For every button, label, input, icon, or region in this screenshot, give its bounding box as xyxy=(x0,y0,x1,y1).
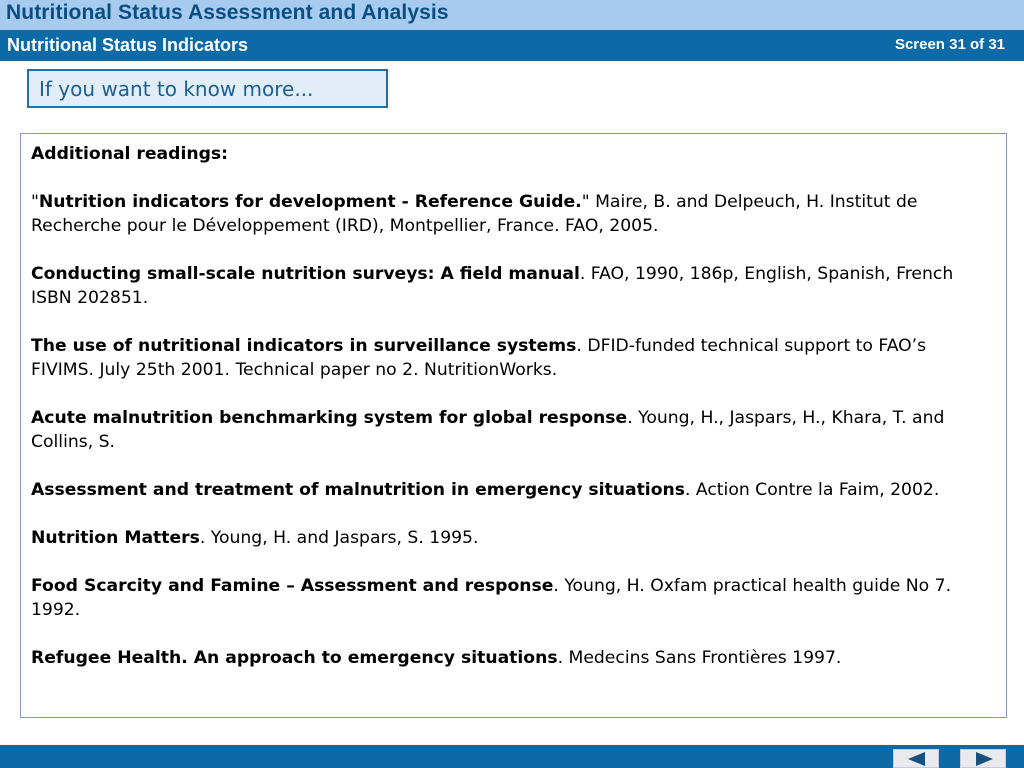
course-title: Nutritional Status Assessment and Analysis xyxy=(6,1,449,24)
reading-details: " Maire, B. and Delpeuch, H. Institut de Recherche pour le Développement (IRD), Montpellier, France. FAO, 2005. xyxy=(31,192,918,236)
readings-panel xyxy=(20,133,1007,718)
screen-counter: Screen 31 of 31 xyxy=(894,36,1005,53)
course-header-bar xyxy=(0,0,1024,30)
reading-item xyxy=(31,334,986,382)
reading-title: Food Scarcity and Famine – Assessment and response xyxy=(31,576,554,596)
reading-details: . DFID-funded technical support to FAO’s FIVIMS. July 25th 2001. Technical paper no 2. NutritionWorks. xyxy=(31,336,927,380)
footer-bar xyxy=(0,745,1024,768)
reading-details: . FAO, 1990, 186p, English, Spanish, French ISBN 202851. xyxy=(31,264,954,308)
reading-details: . Young, H. Oxfam practical health guide No 7. 1992. xyxy=(31,576,952,620)
know-more-box xyxy=(27,69,388,108)
previous-screen-button[interactable] xyxy=(893,749,939,768)
reading-details: . Medecins Sans Frontières 1997. xyxy=(557,648,842,668)
readings-content xyxy=(31,142,986,694)
triangle-right-icon xyxy=(976,752,993,766)
reading-details: . Young, H., Jaspars, H., Khara, T. and Collins, S. xyxy=(31,408,945,452)
readings-heading: Additional readings: xyxy=(31,144,228,164)
know-more-label: If you want to know more... xyxy=(39,77,314,101)
reading-title: Nutrition Matters xyxy=(31,528,200,548)
reading-item xyxy=(31,190,986,238)
reading-item xyxy=(31,406,986,454)
reading-title: Conducting small-scale nutrition surveys: A field manual xyxy=(31,264,580,284)
reading-item xyxy=(31,478,986,502)
reading-title: The use of nutritional indicators in surveillance systems xyxy=(31,336,577,356)
section-header-bar xyxy=(0,30,1024,61)
reading-item xyxy=(31,574,986,622)
reading-details: . Young, H. and Jaspars, S. 1995. xyxy=(199,528,479,548)
section-title: Nutritional Status Indicators xyxy=(7,35,249,55)
reading-item xyxy=(31,646,986,670)
reading-item xyxy=(31,526,986,550)
reading-title: Refugee Health. An approach to emergency situations xyxy=(31,648,558,668)
reading-title: Assessment and treatment of malnutrition in emergency situations xyxy=(31,480,685,500)
reading-item xyxy=(31,262,986,310)
reading-title: Acute malnutrition benchmarking system for global response xyxy=(31,408,628,428)
next-screen-button[interactable] xyxy=(960,749,1006,768)
reading-details: . Action Contre la Faim, 2002. xyxy=(684,480,940,500)
reading-open-quote: " xyxy=(31,192,39,212)
reading-title: Nutrition indicators for development - Reference Guide. xyxy=(38,192,582,212)
triangle-left-icon xyxy=(908,752,925,766)
